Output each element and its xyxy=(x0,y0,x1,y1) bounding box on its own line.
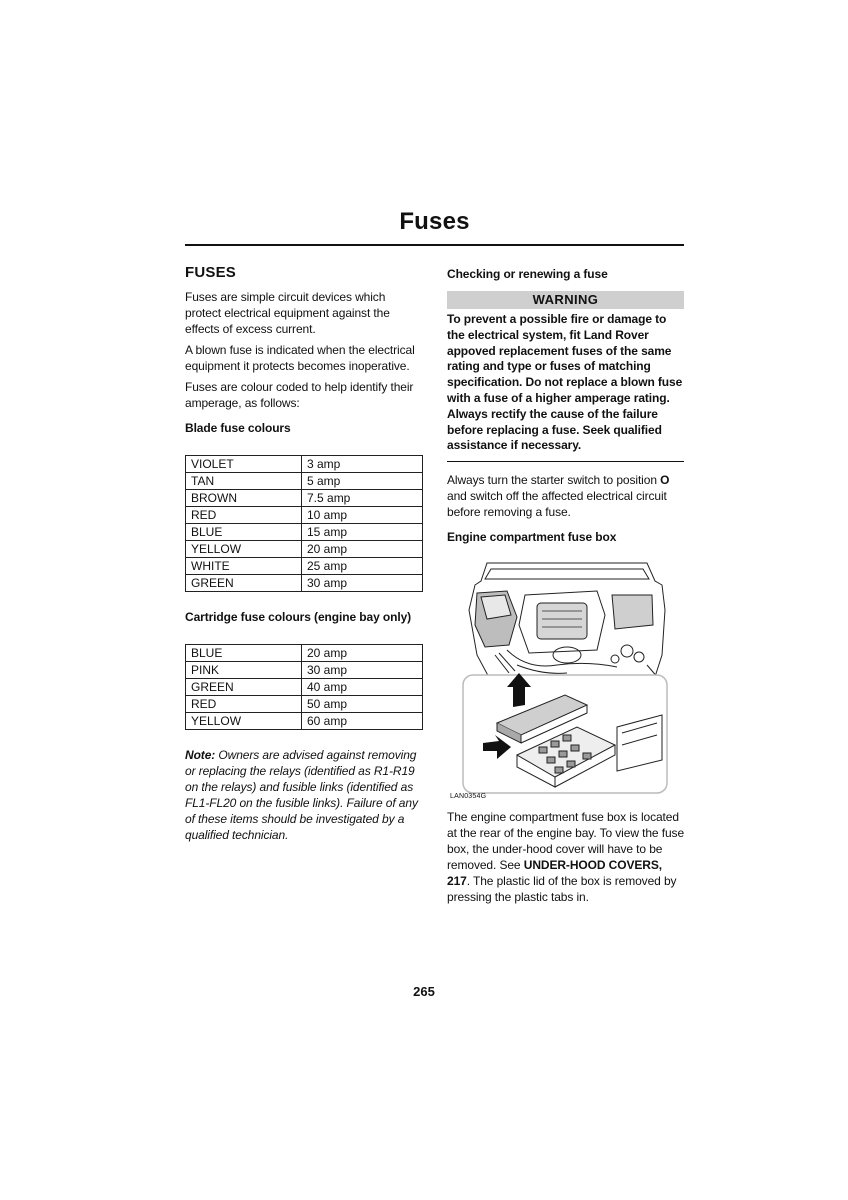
fuse-colour: PINK xyxy=(186,662,302,679)
fuse-colour: WHITE xyxy=(186,558,302,575)
fuse-rating: 30 amp xyxy=(302,662,423,679)
engine-bay-illustration xyxy=(447,555,684,805)
title-rule xyxy=(185,244,684,246)
location-text-end: . The plastic lid of the box is removed by pressing the plastic tabs in. xyxy=(447,874,677,905)
under-hood-reference: UNDER-HOOD COVERS, 217 xyxy=(447,858,662,889)
fuse-colour: TAN xyxy=(186,473,302,490)
fuse-colour: RED xyxy=(186,696,302,713)
section-title: FUSES xyxy=(185,264,237,281)
fuse-rating: 25 amp xyxy=(302,558,423,575)
warning-rule xyxy=(447,461,684,462)
fuse-row xyxy=(186,473,423,490)
blade-fuse-table xyxy=(185,455,423,592)
fuse-row xyxy=(186,696,423,713)
note-text: Owners are advised against removing or replacing the relays (identified as R1-R19 on the relays) and fusible links (identified as FL1-FL20 on the fusible links). Failure of any of these items should be investigated by a qualified technician. xyxy=(185,748,418,842)
fuse-rating: 20 amp xyxy=(302,541,423,558)
fuse-rating: 30 amp xyxy=(302,575,423,592)
cartridge-fuse-table xyxy=(185,644,423,730)
fuse-colour: VIOLET xyxy=(186,456,302,473)
intro-paragraph: Fuses are simple circuit devices which protect electrical equipment against the effects of excess current. xyxy=(185,290,390,336)
checking-heading: Checking or renewing a fuse xyxy=(447,267,608,281)
fuse-colour: YELLOW xyxy=(186,713,302,730)
fuse-colour: YELLOW xyxy=(186,541,302,558)
fuse-row xyxy=(186,575,423,592)
location-text: The engine compartment fuse box is located at the rear of the engine bay. To view the fuse box, the under-hood cover will have to be removed. See xyxy=(447,810,685,873)
fuse-row xyxy=(186,662,423,679)
colour-code-paragraph: Fuses are colour coded to help identify their amperage, as follows: xyxy=(185,380,414,410)
fuse-row xyxy=(186,541,423,558)
fuse-colour: GREEN xyxy=(186,679,302,696)
fuse-rating: 40 amp xyxy=(302,679,423,696)
fuse-box-location-paragraph xyxy=(447,809,684,905)
switch-position: O xyxy=(660,473,670,488)
fuse-row xyxy=(186,456,423,473)
blown-fuse-paragraph: A blown fuse is indicated when the electrical equipment it protects becomes inoperative. xyxy=(185,343,415,373)
fuse-rating: 10 amp xyxy=(302,507,423,524)
fuse-row xyxy=(186,507,423,524)
engine-bay-drawing xyxy=(447,555,684,805)
page-title: Fuses xyxy=(399,208,470,235)
cartridge-fuse-heading: Cartridge fuse colours (engine bay only) xyxy=(185,610,412,624)
warning-banner: WARNING xyxy=(447,291,684,309)
blade-fuse-heading: Blade fuse colours xyxy=(185,421,291,435)
warning-text: To prevent a possible fire or damage to the electrical system, fit Land Rover appoved replacement fuses of the same rating and type or fuses of matching specification. Do not replace a blown fuse with a fuse of a higher amperage rating. Always rectify the cause of the failure before replacing a fuse. Seek qualified assistance if necessary. xyxy=(447,312,683,453)
switch-text: Always turn the starter switch to position xyxy=(447,473,661,488)
fuse-rating: 50 amp xyxy=(302,696,423,713)
fuse-rating: 60 amp xyxy=(302,713,423,730)
fuse-colour: BLUE xyxy=(186,524,302,541)
note-label: Note: xyxy=(185,748,216,762)
fuse-row xyxy=(186,558,423,575)
right-column xyxy=(447,266,684,910)
fuse-row xyxy=(186,713,423,730)
fuse-colour: RED xyxy=(186,507,302,524)
fuse-rating: 15 amp xyxy=(302,524,423,541)
fuse-rating: 7.5 amp xyxy=(302,490,423,507)
left-column xyxy=(185,264,423,843)
fuse-rating: 3 amp xyxy=(302,456,423,473)
note-paragraph xyxy=(185,747,423,843)
fuse-colour: GREEN xyxy=(186,575,302,592)
fuse-rating: 5 amp xyxy=(302,473,423,490)
switch-text-end: and switch off the affected electrical circuit before removing a fuse. xyxy=(447,489,667,520)
fuse-row xyxy=(186,524,423,541)
fuse-colour: BROWN xyxy=(186,490,302,507)
fuse-row xyxy=(186,679,423,696)
engine-fuse-box-heading: Engine compartment fuse box xyxy=(447,530,617,545)
fuse-rating: 20 amp xyxy=(302,645,423,662)
fuse-row xyxy=(186,645,423,662)
fuse-colour: BLUE xyxy=(186,645,302,662)
figure-code: LAN0354G xyxy=(450,793,487,801)
starter-switch-paragraph xyxy=(447,472,684,520)
fuse-row xyxy=(186,490,423,507)
page-number: 265 xyxy=(413,984,435,999)
